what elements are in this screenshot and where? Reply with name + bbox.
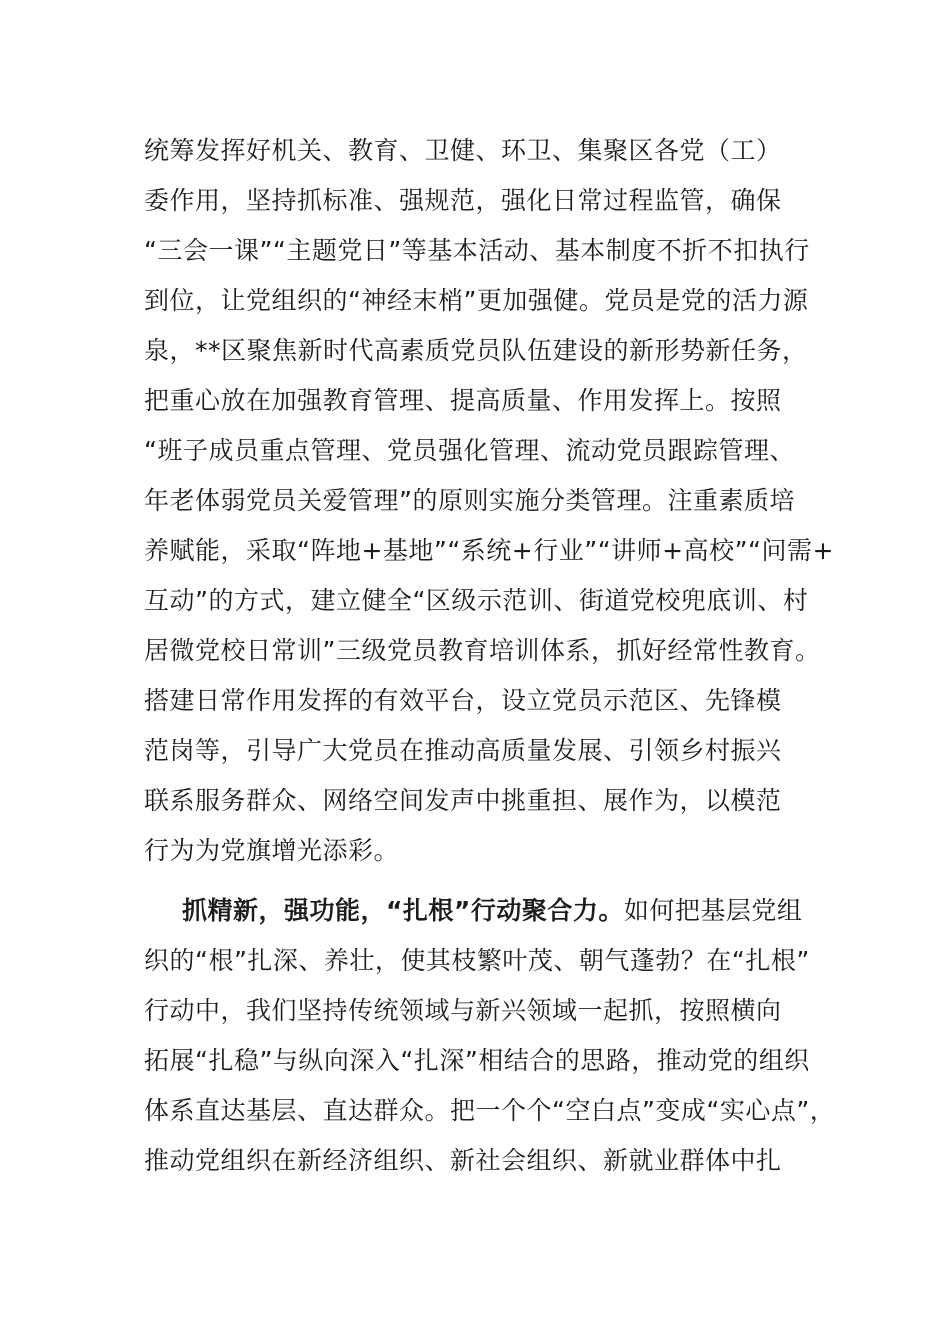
text-line: 范岗等，引导广大党员在推动高质量发展、引领乡村振兴 bbox=[144, 736, 782, 765]
text-line: 行为为党旗增光添彩。 bbox=[144, 836, 400, 865]
text-line: 泉，**区聚焦新时代高素质党员队伍建设的新形势新任务， bbox=[144, 336, 808, 365]
text-line: “三会一课”“主题党日”等基本活动、基本制度不折不扣执行 bbox=[144, 236, 810, 265]
text-line: 养赋能，采取“阵地+基地”“系统+行业”“讲师+高校”“问需+ bbox=[144, 536, 834, 565]
text-line: 行动中，我们坚持传统领域与新兴领域一起抓，按照横向 bbox=[144, 996, 782, 1025]
text-line: 联系服务群众、网络空间发声中挑重担、展作为，以模范 bbox=[144, 786, 782, 815]
text-line: 互动”的方式，建立健全“区级示范训、街道党校兜底训、村 bbox=[144, 586, 809, 615]
body-paragraph-2 bbox=[144, 886, 836, 1186]
text-line: 年老体弱党员关爱管理”的原则实施分类管理。注重素质培 bbox=[144, 486, 795, 515]
text-line: 居微党校日常训”三级党员教育培训体系，抓好经常性教育。 bbox=[144, 636, 821, 665]
text-line: 织的“根”扎深、养壮，使其枝繁叶茂、朝气蓬勃？在“扎根” bbox=[144, 946, 810, 975]
text-line: 搭建日常作用发挥的有效平台，设立党员示范区、先锋模 bbox=[144, 686, 782, 715]
text-line: 委作用，坚持抓标准、强规范，强化日常过程监管，确保 bbox=[144, 186, 782, 215]
text-line: 拓展“扎稳”与纵向深入“扎深”相结合的思路，推动党的组织 bbox=[144, 1046, 810, 1075]
text-line-first bbox=[144, 886, 824, 936]
text-line: 体系直达基层、直达群众。把一个个“空白点”变成“实心点”， bbox=[144, 1096, 836, 1125]
text-line: “班子成员重点管理、党员强化管理、流动党员跟踪管理、 bbox=[144, 436, 795, 465]
text-line: 把重心放在加强教育管理、提高质量、作用发挥上。按照 bbox=[144, 386, 782, 415]
text-line: 推动党组织在新经济组织、新社会组织、新就业群体中扎 bbox=[144, 1146, 782, 1175]
section-heading: 抓精新，强功能，“扎根”行动聚合力。 bbox=[182, 896, 624, 925]
text-line: 到位，让党组织的“神经末梢”更加强健。党员是党的活力源 bbox=[144, 286, 809, 315]
heading-continuation: 如何把基层党组 bbox=[623, 896, 803, 925]
text-line: 统筹发挥好机关、教育、卫健、环卫、集聚区各党（工） bbox=[144, 136, 782, 165]
body-paragraph-1 bbox=[144, 126, 834, 876]
